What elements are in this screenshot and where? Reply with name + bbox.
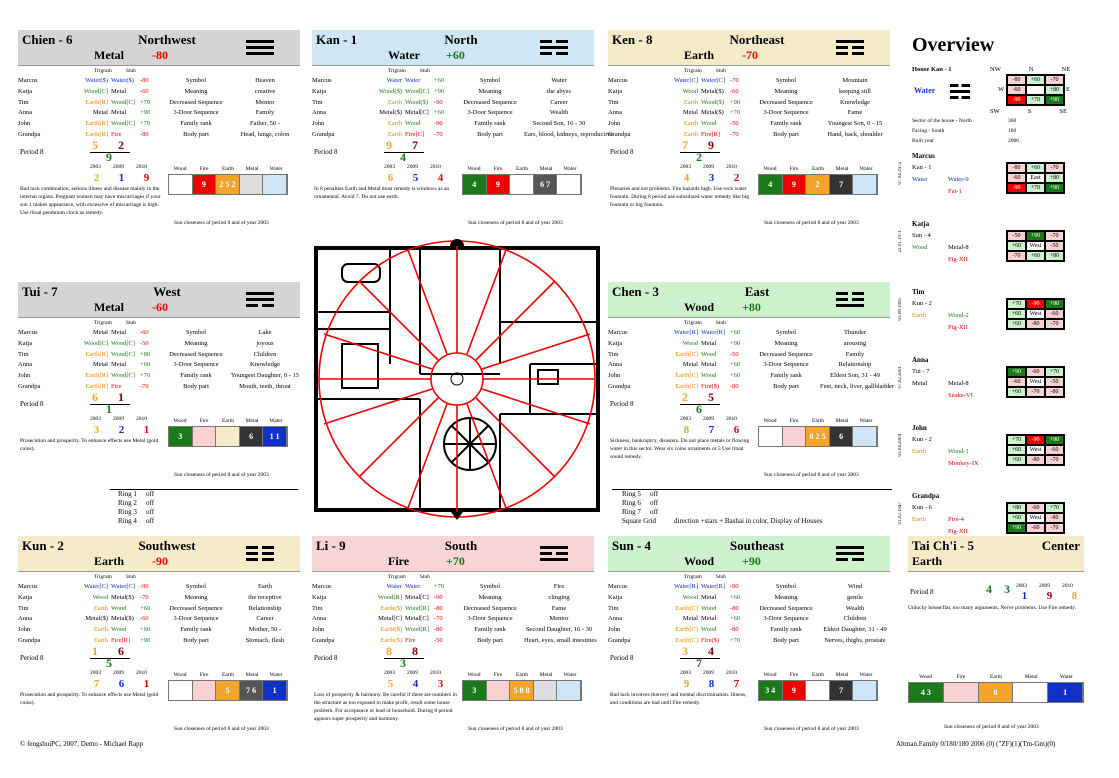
- section-li[interactable]: [312, 536, 597, 732]
- period-label: Period 8: [314, 654, 338, 662]
- ring-row[interactable]: Ring 1 off: [118, 490, 155, 498]
- person-row: Katja Wood Metal($) -70 Meaning the receptive: [18, 593, 282, 601]
- house-label: House Kan - 1: [912, 66, 952, 73]
- period-figure: 7: [682, 138, 688, 152]
- section-ken[interactable]: [608, 30, 890, 226]
- south-arrow-icon: [451, 512, 463, 520]
- footer-meta: Altman.Family 0/180/180 2006 (0) ("ZF)(1)(Tm-Gm)(0): [896, 740, 1056, 748]
- section-name: Chen - 3: [612, 284, 659, 299]
- rings-left: [118, 490, 154, 526]
- sun-closeness: Sun closeness of period 8 and of year 2003: [468, 726, 563, 732]
- direction-grid: -80 +60 -70 -60 +80 -90 +70 +90: [1006, 74, 1065, 106]
- direction-grid: -80 +60 -70 -60 East +80 -90 +70 +90: [1006, 162, 1065, 194]
- element-bar: 4 9 6 7: [462, 174, 582, 195]
- period-figure: 3: [682, 644, 688, 658]
- section-note: Loss of prosperity & harmony. Be careful if there are numbers in the structure as too exposed to make profit, result some house problem. For acceptance or lead of household. During 8 period appears super prosperity and harmony.: [314, 692, 457, 722]
- person-row: John Earth($) Wood[R] -80 Family rank Second Daughter, 16 - 30: [312, 626, 593, 634]
- period-figure: 7: [696, 656, 702, 670]
- person-row: Marcus Water[R] Water[R] -90 Symbol Wind: [608, 583, 863, 590]
- person-row: Anna Metal($) Metal[C] +60 3-Door Sequence Wealth: [312, 109, 569, 117]
- north-marker-icon: [450, 239, 464, 246]
- years-header: 2003 2009 2010: [384, 164, 441, 170]
- person-row: Grandpa Earth[R] Fire -80 Body part Head, lungs, colon: [18, 130, 290, 138]
- years-header: 2003 2009 2010: [1016, 583, 1073, 589]
- person-row: John Earth[R] Wood[C] +70 Family rank Youngest Daughter, 0 - 15: [18, 372, 300, 380]
- period-figure: 6: [696, 402, 702, 416]
- divider: [384, 658, 424, 659]
- element-labels: Wood Fire Earth Metal Water: [467, 166, 577, 172]
- sun-closeness: Sun closeness of period 8 and of year 2003: [174, 220, 269, 226]
- section-header: [312, 536, 594, 572]
- year-values: 8 7 6: [683, 424, 740, 436]
- person-row: Marcus Water[C] Water[C] -90 Symbol Earth: [18, 583, 273, 590]
- section-name: Sun - 4: [612, 538, 652, 553]
- overview-title: Overview: [912, 34, 995, 56]
- section-element: Earth: [684, 48, 714, 62]
- person-rows: [312, 582, 597, 647]
- person-row: Grandpa Earth($) Fire -50 Body part Heart, eyes, small intestines: [312, 636, 597, 644]
- period-figure: 2: [682, 390, 688, 404]
- years-header: 2003 2009 2010: [90, 670, 147, 676]
- ring-row[interactable]: Ring 5 off: [622, 490, 659, 498]
- person-row: Grandpa Earth Fire[R] -70 Body part Hand, back, shoulder: [608, 130, 883, 138]
- section-sun[interactable]: [608, 536, 890, 732]
- period-label: Period 8: [20, 654, 44, 662]
- period-figure: 5: [92, 138, 98, 152]
- footer-copyright: © fengshuiPC, 2007, Demo - Michael Rapp: [20, 740, 144, 748]
- person-rows: [608, 76, 890, 141]
- direction-grid: -50 +90 -70 +60 West -50 -70 +60 +80: [1006, 230, 1065, 262]
- section-name: Kan - 1: [316, 32, 358, 47]
- period-label: Period 8: [910, 588, 934, 596]
- section-element: Wood: [684, 300, 715, 314]
- section-name: Tai Ch'i - 5: [912, 538, 975, 553]
- person-row: Marcus Water[C] Water[C] -70 Symbol Mountain: [608, 77, 868, 84]
- trigram-icon: [246, 292, 274, 310]
- person-row: Katja Wood[C] Wood[C] -50 Meaning joyous: [18, 339, 274, 347]
- trigram-header: Trigram Stub: [388, 574, 430, 580]
- section-direction: South: [444, 538, 478, 553]
- divider: [384, 152, 424, 153]
- dir-w: W: [998, 86, 1005, 93]
- section-score: -80: [152, 48, 168, 62]
- person-row: Grandpa Earth Fire[C] -70 Body part Ears, blood, kidneys, reproductive: [312, 130, 614, 138]
- ring-row[interactable]: Square Grid direction +stars + Bashai in color, Display of Houses: [622, 517, 823, 525]
- section-direction: Northwest: [138, 32, 196, 47]
- section-header: [608, 282, 890, 318]
- trigram-icon: [836, 292, 864, 310]
- section-header: [312, 30, 594, 66]
- period-label: Period 8: [20, 400, 44, 408]
- trigram-icon: [540, 546, 568, 564]
- section-name: Kun - 2: [22, 538, 64, 553]
- years-header: 2003 2009 2010: [90, 164, 147, 170]
- person-row: Marcus Metal Metal -60 Symbol Lake: [18, 329, 272, 336]
- period-figure: 1: [118, 390, 124, 404]
- section-direction: East: [744, 284, 770, 299]
- element-bar: 8 2 5 6: [758, 426, 878, 447]
- element-labels: Wood Fire Earth Metal Water: [763, 166, 873, 172]
- section-element: Wood: [684, 554, 715, 568]
- house-element: Water: [914, 86, 936, 95]
- sun-closeness: Sun closeness of period 8 and of year 2003: [764, 472, 859, 478]
- person-row: Grandpa Earth[R] Fire -70 Body part Mouth, teeth, throat: [18, 382, 291, 390]
- period-figure: 9: [106, 150, 112, 164]
- section-chien[interactable]: [18, 30, 300, 226]
- person-row: Katja Wood[C] Metal -60 Meaning creative: [18, 87, 276, 95]
- section-chen[interactable]: [608, 282, 895, 478]
- period-figure: 8: [412, 644, 418, 658]
- period-label: Period 8: [610, 148, 634, 156]
- sun-closeness: Sun closeness of period 8 and of year 2003: [468, 220, 563, 226]
- person-row: Anna Metal($) Metal($) -60 3-Door Sequence Career: [18, 615, 274, 623]
- years-header: 2003 2009 2010: [680, 416, 737, 422]
- period-figure: 9: [386, 138, 392, 152]
- sun-closeness: Sun closeness of period 8 and of year 2003: [174, 472, 269, 478]
- person-row: Anna Metal Metal($) +70 3-Door Sequence Fame: [608, 109, 863, 117]
- section-direction: Northeast: [729, 32, 785, 47]
- element-bar: 4 3 8 1: [908, 682, 1084, 703]
- person-row: John Earth Wood -50 Family rank Youngest Son, 0 - 15: [608, 120, 883, 128]
- element-labels: Wood Fire Earth Metal Water: [173, 418, 283, 424]
- person-row: Tim Earth[R] Wood[C] +80 Decreased Sequence Children: [18, 350, 277, 358]
- element-bar: 5 7 6 1: [168, 680, 288, 701]
- trigram-header: Trigram Stub: [684, 320, 726, 326]
- person-row: Anna Metal[C] Metal[C] -70 3-Door Sequence Mentor: [312, 615, 569, 623]
- year-values: 9 8 7: [683, 678, 740, 690]
- person-row: Katja Wood($) Wood[C] +90 Meaning the abyss: [312, 87, 571, 95]
- person-row: John Earth[C] Wood -80 Family rank Eldest Daughter, 31 - 49: [608, 626, 887, 634]
- trigram-header: Trigram Stub: [684, 574, 726, 580]
- person-row: Tim Earth[C] Wood -80 Decreased Sequence Wealth: [608, 604, 865, 612]
- section-header: [608, 536, 890, 572]
- person-row: Anna Metal Metal +60 3-Door Sequence Relationship: [608, 361, 872, 369]
- person-row: Grandpa Earth[C] Fire($) -80 Body part Feet, neck, liver, gallbladder: [608, 382, 895, 390]
- period-label: Period 8: [20, 148, 44, 156]
- period-figure: 2: [696, 150, 702, 164]
- person-row: Anna Metal Metal +60 3-Door Sequence Children: [608, 615, 867, 623]
- sun-closeness: Sun closeness of period 8 and of year 2003: [764, 726, 859, 732]
- period-figure: 9: [708, 138, 714, 152]
- period-figure: 1: [106, 402, 112, 416]
- period-label: Period 8: [314, 148, 338, 156]
- person-row: Tim Earth Wood($) +90 Decreased Sequence Knowledge: [608, 98, 870, 106]
- person-rows: [18, 76, 300, 141]
- ring-row[interactable]: Ring 6 off: [622, 499, 659, 507]
- ring-row[interactable]: Ring 3 off: [118, 508, 155, 516]
- trigram-icon: [540, 40, 568, 58]
- person-row: John Earth[R] Wood[C] +70 Family rank Father, 50 -: [18, 120, 280, 128]
- trigram-header: Trigram Stub: [94, 68, 136, 74]
- period-figure: 4: [986, 582, 992, 596]
- divider: [612, 489, 892, 490]
- element-labels: Wood Fire Earth Metal Water: [919, 674, 1073, 680]
- section-element: Fire: [388, 554, 410, 568]
- person-row: Marcus Water Water +70 Symbol Fire: [312, 583, 565, 590]
- element-labels: Wood Fire Earth Metal Water: [173, 672, 283, 678]
- section-direction: North: [444, 32, 478, 47]
- trigram-header: Trigram Stub: [94, 574, 136, 580]
- section-note: In 8 penalties Earth and Metal must remedy is windows as an ornamental. Avoid 7. Do not use earth.: [314, 186, 450, 200]
- section-name: Li - 9: [316, 538, 346, 553]
- section-direction: West: [153, 284, 181, 299]
- section-kun[interactable]: [18, 536, 300, 732]
- element-labels: Wood Fire Earth Metal Water: [763, 418, 873, 424]
- trigram-header: Trigram Stub: [388, 68, 430, 74]
- person-row: Marcus Water($) Water($) -80 Symbol Heaven: [18, 77, 275, 84]
- section-direction: Center: [1041, 538, 1080, 553]
- divider: [90, 404, 130, 405]
- year-values: 4 3 2: [683, 172, 740, 184]
- divider: [90, 658, 130, 659]
- person-rows: [18, 582, 300, 647]
- trigram-icon: [950, 84, 970, 102]
- section-score: +90: [742, 554, 761, 568]
- year-values: 2 1 9: [93, 172, 150, 184]
- direction-grid: +90 -60 +70 -60 West -50 +60 -70 -80: [1006, 366, 1065, 398]
- section-note: Prosecution and prosperity. To enhance effects use Metal (gold coins).: [20, 692, 159, 706]
- house-fact: Sector of the house - North 360: [912, 118, 1017, 124]
- person-rows: [312, 76, 614, 141]
- trigram-icon: [246, 546, 274, 564]
- house-fact: Facing - South 180: [912, 128, 1017, 134]
- period-figure: 6: [92, 390, 98, 404]
- section-score: -70: [742, 48, 758, 62]
- dir-bottom: SW S SE: [990, 108, 1067, 115]
- section-tui[interactable]: [18, 282, 300, 478]
- person-row: Tim Earth($) Wood[R] -80 Decreased Sequence Fame: [312, 604, 567, 612]
- divider: [110, 489, 298, 490]
- person-row: Anna Metal Metal +90 3-Door Sequence Family: [18, 109, 275, 117]
- trigram-icon: [836, 40, 864, 58]
- section-name: Tui - 7: [22, 284, 58, 299]
- section-element: Earth: [94, 554, 124, 568]
- section-note: Prosecution and prosperity. To enhance effects use Metal (gold coins).: [20, 438, 159, 452]
- sun-closeness: Sun closeness of period 8 and of year 2003: [944, 724, 1039, 730]
- person-rows: [18, 328, 300, 393]
- trigram-header: Trigram Stub: [94, 320, 136, 326]
- period-figure: 5: [106, 656, 112, 670]
- years-header: 2003 2009 2010: [384, 670, 441, 676]
- divider: [680, 658, 720, 659]
- section-note: Sickness, bankruptcy, disasters. Do not place metals or flowing water in this sector. Wear six coins ornaments or 5 Use ritual sound remedy.: [610, 438, 750, 460]
- person-rows: [608, 582, 890, 647]
- period-figure: 4: [400, 150, 406, 164]
- period-label: Period 8: [610, 654, 634, 662]
- person-row: Katja Wood Metal +60 Meaning gentle: [608, 593, 863, 601]
- year-values: 7 6 1: [93, 678, 150, 690]
- divider: [680, 152, 720, 153]
- section-score: -60: [152, 300, 168, 314]
- person-row: John Earth Wood -90 Family rank Second Son, 16 - 30: [312, 120, 586, 128]
- section-kan[interactable]: [312, 30, 614, 226]
- period-figure: 1: [92, 644, 98, 658]
- dir-top: NW N NE: [990, 66, 1071, 73]
- person-row: Marcus Water[R] Water[R] +60 Symbol Thunder: [608, 329, 867, 336]
- trigram-header: Trigram Stub: [684, 68, 726, 74]
- section-direction: Southwest: [138, 538, 196, 553]
- element-bar: 3 4 9 7: [758, 680, 878, 701]
- person-row: Katja Wood Metal +90 Meaning arousing: [608, 339, 867, 347]
- person-row: Tim Earth Wood($) -90 Decreased Sequence Career: [312, 98, 568, 106]
- period-figure: 2: [118, 138, 124, 152]
- element-bar: 4 9 2 7: [758, 174, 878, 195]
- person-row: Grandpa Earth Fire[R] +90 Body part Stomach, flesh: [18, 636, 285, 644]
- section-score: -90: [152, 554, 168, 568]
- ring-row[interactable]: Ring 2 off: [118, 499, 155, 507]
- section-element: Water: [388, 48, 420, 62]
- floor-plan[interactable]: [310, 234, 604, 524]
- person-row: Marcus Water Water +60 Symbol Water: [312, 77, 567, 84]
- period-figure: 5: [708, 390, 714, 404]
- year-values: 3 2 1: [93, 424, 150, 436]
- years-header: 2003 2009 2010: [680, 164, 737, 170]
- section-score: +60: [446, 48, 465, 62]
- direction-grid: +70 -90 +90 +60 West -60 +60 -80 -70: [1006, 434, 1065, 466]
- person-row: Tim Earth[C] Wood -50 Decreased Sequence Family: [608, 350, 865, 358]
- trigram-icon: [836, 546, 864, 564]
- element-labels: Wood Fire Earth Metal Water: [173, 166, 283, 172]
- person-row: Katja Wood[R] Metal[C] -90 Meaning clinging: [312, 593, 570, 601]
- section-header: [18, 282, 300, 318]
- period-figure: 7: [412, 138, 418, 152]
- period-figure: 6: [118, 644, 124, 658]
- person-row: Anna Metal Metal +60 3-Door Sequence Knowledge: [18, 361, 280, 369]
- divider: [680, 404, 720, 405]
- period-figure: 3: [400, 656, 406, 670]
- section-element: Metal: [94, 300, 124, 314]
- person-row: Grandpa Earth[C] Fire($) +70 Body part Nerves, thighs, prostate: [608, 636, 886, 644]
- section-score: +70: [446, 554, 465, 568]
- section-element: Metal: [94, 48, 124, 62]
- section-header: [18, 536, 300, 572]
- section-name: Ken - 8: [612, 32, 653, 47]
- section-score: +80: [742, 300, 761, 314]
- person-rows: [608, 328, 895, 393]
- period-figure: 8: [386, 644, 392, 658]
- person-row: Katja Wood Metal($) -60 Meaning keeping still: [608, 87, 871, 95]
- year-values: 6 5 4: [387, 172, 444, 184]
- section-header: [18, 30, 300, 66]
- year-values: 1 9 8: [1021, 590, 1078, 602]
- section-taichi[interactable]: [908, 536, 1084, 611]
- house-fact: Built year 2006: [912, 138, 1019, 144]
- section-note: Plenaries and not problems. Fire hazards high. Use rock water fountain. During 8 period use subsidized water remedy like big fountain or big fountain.: [610, 186, 749, 208]
- period-figure: 3: [1004, 582, 1010, 596]
- sun-closeness: Sun closeness of period 8 and of year 2003: [174, 726, 269, 732]
- years-header: 2003 2009 2010: [90, 416, 147, 422]
- direction-grid: +70 -90 +90 +60 West -60 +60 -80 -70: [1006, 298, 1065, 330]
- element-bar: 9 2 5 2: [168, 174, 288, 195]
- section-note: Unlucky house/flat, too many arguments. Nerve problems. Use Fire remedy.: [908, 605, 1077, 611]
- sun-closeness: Sun closeness of period 8 and of year 2003: [764, 220, 859, 226]
- dir-e: E: [1066, 86, 1070, 93]
- section-note: Bad luck involves thievery and mental discrimination. Illness, and conditions are bad until Fire remedy.: [610, 692, 747, 706]
- section-element: Earth: [912, 554, 942, 568]
- element-labels: Wood Fire Earth Metal Water: [763, 672, 873, 678]
- divider: [90, 152, 130, 153]
- bagua-overlay: [319, 241, 595, 517]
- period-figure: 4: [708, 644, 714, 658]
- element-labels: Wood Fire Earth Metal Water: [467, 672, 577, 678]
- ring-row[interactable]: Ring 4 off: [118, 517, 155, 525]
- person-row: Tim Earth[R] Wood[C] +70 Decreased Sequence Mentor: [18, 98, 275, 106]
- person-row: Tim Earth Wood +60 Decreased Sequence Relationship: [18, 604, 282, 612]
- period-label: Period 8: [610, 400, 634, 408]
- rings-right: [622, 490, 822, 526]
- person-row: John Earth Wood +60 Family rank Mother, 50 -: [18, 626, 282, 634]
- section-direction: Southeast: [729, 538, 785, 553]
- direction-grid: +80 -60 +70 +60 West -80 +90 -60 -70: [1006, 502, 1065, 534]
- year-values: 5 4 3: [387, 678, 444, 690]
- section-header: [608, 30, 890, 66]
- trigram-icon: [246, 40, 274, 58]
- element-bar: 3 6 1 1: [168, 426, 288, 447]
- years-header: 2003 2009 2010: [680, 670, 737, 676]
- ring-row[interactable]: Ring 7 off: [622, 508, 659, 516]
- person-row: John Earth[C] Wood +60 Family rank Eldest Son, 31 - 49: [608, 372, 880, 380]
- section-name: Chien - 6: [22, 32, 73, 47]
- section-note: Bad luck combination, serious illness and disease mainly in the internal organs. Pregnant women may have miscarriages if your son 1 makes appearance, with excessive of miscarriage is high. Use ritual pendulum clock as remedy.: [20, 186, 161, 216]
- element-bar: 3 5 8 8: [462, 680, 582, 701]
